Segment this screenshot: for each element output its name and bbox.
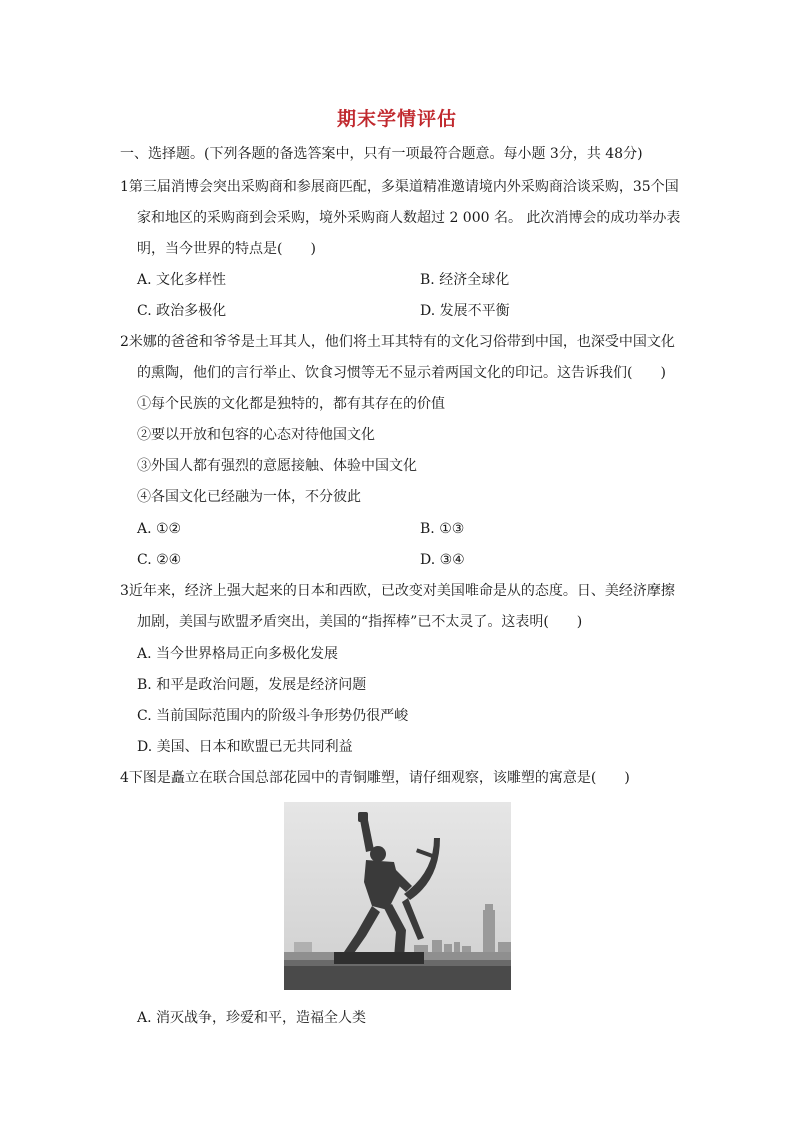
- q2-stem-line2: 的熏陶，他们的言行举止、饮食习惯等无不显示着两国文化的印记。这告诉我们( ): [137, 365, 666, 381]
- q3-option-d: D. 美国、日本和欧盟已无共同利益: [137, 739, 353, 755]
- q3-stem-line2: 加剧，美国与欧盟矛盾突出，美国的“指挥棒”已不太灵了。这表明( ): [137, 614, 583, 630]
- q1-option-b: B. 经济全球化: [420, 272, 510, 288]
- q3-option-b: B. 和平是政治问题，发展是经济问题: [137, 677, 367, 693]
- q3-option-a: A. 当今世界格局正向多极化发展: [137, 646, 339, 662]
- q4-stem-line1: 4下图是矗立在联合国总部花园中的青铜雕塑，请仔细观察，该雕塑的寓意是( ): [120, 770, 630, 786]
- q2-item-4: ④各国文化已经融为一体，不分彼此: [137, 489, 361, 505]
- q3-option-c: C. 当前国际范围内的阶级斗争形势仍很严峻: [137, 708, 409, 724]
- q1-stem-line3: 明，当今世界的特点是( ): [137, 241, 316, 257]
- q1-option-d: D. 发展不平衡: [420, 303, 510, 319]
- q2-option-b: B. ①③: [420, 521, 465, 537]
- sculpture-photo: [284, 802, 511, 990]
- q4-option-a: A. 消灭战争，珍爱和平，造福全人类: [137, 1010, 367, 1026]
- q2-item-2: ②要以开放和包容的心态对待他国文化: [137, 427, 375, 443]
- q3-stem-line1: 3近年来，经济上强大起来的日本和西欧，已改变对美国唯命是从的态度。日、美经济摩擦: [120, 583, 675, 599]
- q2-item-3: ③外国人都有强烈的意愿接触、体验中国文化: [137, 458, 417, 474]
- q1-option-c: C. 政治多极化: [137, 303, 227, 319]
- pedestal: [334, 952, 424, 964]
- q2-option-c: C. ②④: [137, 552, 182, 568]
- page-title: 期末学情评估: [336, 108, 457, 130]
- q2-item-1: ①每个民族的文化都是独特的，都有其存在的价值: [137, 396, 445, 412]
- q2-option-a: A. ①②: [137, 521, 182, 537]
- q2-stem-line1: 2米娜的爸爸和爷爷是土耳其人，他们将土耳其特有的文化习俗带到中国，也深受中国文化: [120, 334, 675, 350]
- q1-option-a: A. 文化多样性: [137, 272, 227, 288]
- q2-option-d: D. ③④: [420, 552, 465, 568]
- q1-stem-line2: 家和地区的采购商到会采购，境外采购商人数超过 2 000 名。 此次消博会的成功举办表: [137, 210, 681, 226]
- q1-stem-line1: 1第三届消博会突出采购商和参展商匹配，多渠道精准邀请境内外采购商洽谈采购，35个国: [120, 179, 679, 195]
- section-header: 一、选择题。(下列各题的备选答案中，只有一项最符合题意。每小题 3分，共 48分): [120, 146, 643, 162]
